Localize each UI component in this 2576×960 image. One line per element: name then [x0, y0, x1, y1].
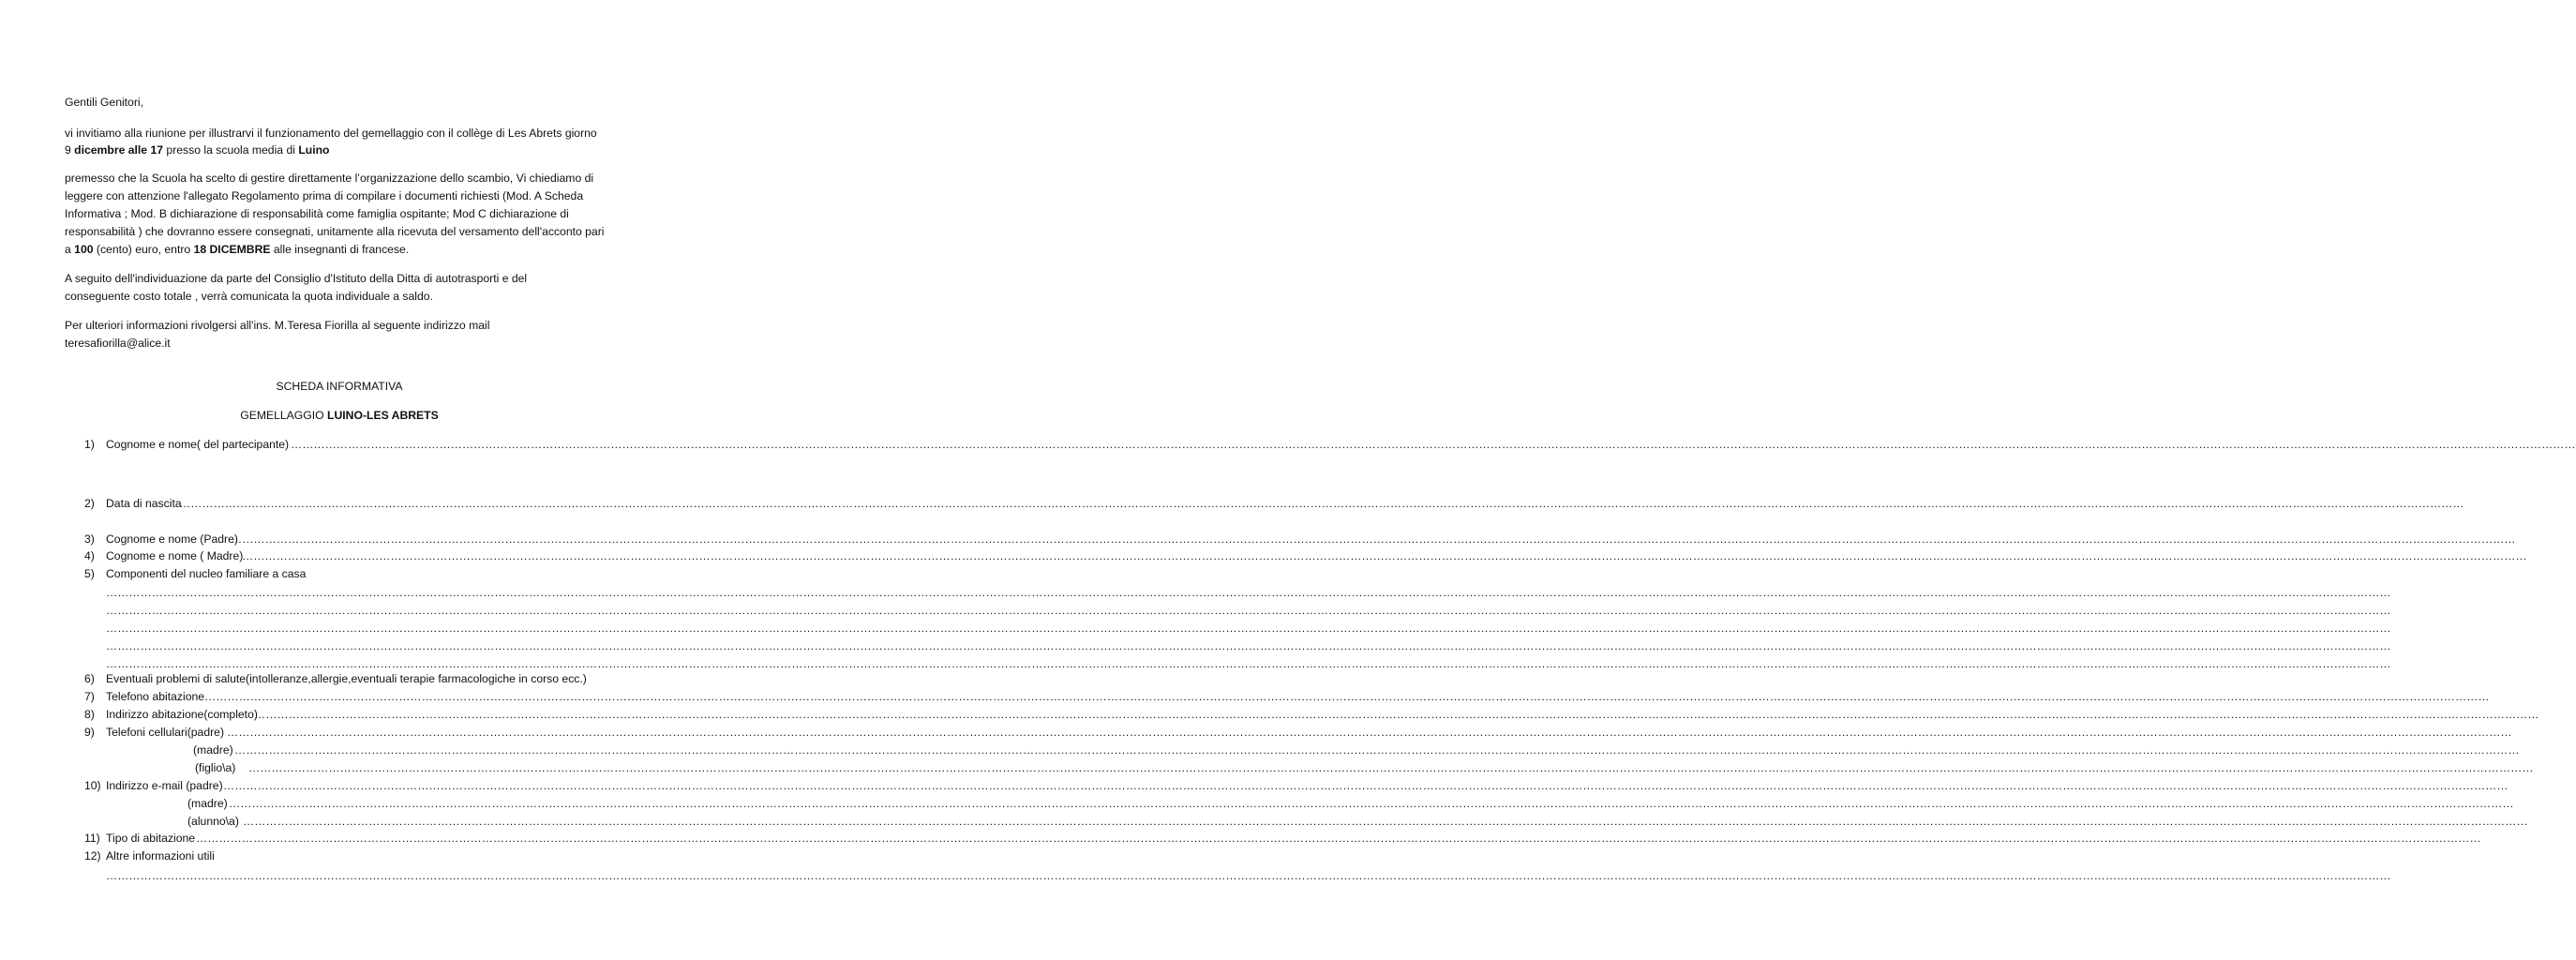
paragraph-2-line-3: Informativa ; Mod. B dichiarazione di responsabilità come famiglia ospitante; Mod C dichiarazione di	[65, 207, 569, 220]
item-label: Indirizzo abitazione(completo)	[106, 708, 258, 721]
fill-line[interactable]: ……………………………………………………………………………………………………………………………………………………………………………………………………………………………………………………………………………………………………………………………………………………………………………………………………………………………………………………………………………………………………………………………………………………	[229, 797, 2514, 810]
item-number: 6)	[84, 672, 95, 685]
item-label: Cognome e nome ( Madre)	[106, 549, 244, 562]
fill-line[interactable]: ……………………………………………………………………………………………………………………………………………………………………………………………………………………………………………………………………………………………………………………………………………………………………………………………………………………………………………………………………………………………………………………………………………………	[106, 657, 2391, 670]
form-subtitle: GEMELLAGGIO LUINO-LES ABRETS	[240, 409, 439, 422]
item-number: 10)	[84, 779, 101, 792]
sub-label-alunno: (alunno\a)	[187, 815, 239, 828]
fill-line[interactable]: ……………………………………………………………………………………………………………………………………………………………………………………………………………………………………………………………………………………………………………………………………………………………………………………………………………………………………………………………………………………………………………………………………………………	[106, 586, 2391, 599]
paragraph-4-line-1: Per ulteriori informazioni rivolgersi all'ins. M.Teresa Fiorilla al seguente indirizzo mail	[65, 319, 490, 332]
paragraph-1-line-2: 9 dicembre alle 17 presso la scuola media di Luino	[65, 143, 330, 157]
paragraph-3-line-2: conseguente costo totale , verrà comunicata la quota individuale a saldo.	[65, 290, 433, 303]
item-number: 1)	[84, 438, 95, 451]
item-label: Telefoni cellulari(padre)	[106, 726, 224, 739]
fill-line[interactable]: ……………………………………………………………………………………………………………………………………………………………………………………………………………………………………………………………………………………………………………………………………………………………………………………………………………………………………………………………………………………………………………………………………………………	[231, 532, 2516, 546]
fill-line[interactable]: ……………………………………………………………………………………………………………………………………………………………………………………………………………………………………………………………………………………………………………………………………………………………………………………………………………………………………………………………………………………………………………………………………………………	[106, 639, 2391, 652]
fill-line[interactable]: ……………………………………………………………………………………………………………………………………………………………………………………………………………………………………………………………………………………………………………………………………………………………………………………………………………………………………………………………………………………………………………………………………………………	[204, 690, 2490, 703]
item-label: Componenti del nucleo familiare a casa	[106, 567, 307, 580]
form-title: SCHEDA INFORMATIVA	[276, 380, 403, 393]
fill-line[interactable]: ……………………………………………………………………………………………………………………………………………………………………………………………………………………………………………………………………………………………………………………………………………………………………………………………………………………………………………………………………………………………………………………………………………………	[242, 549, 2527, 562]
item-label: Eventuali problemi di salute(intolleranze,allergie,eventuali terapie farmacologiche in corso ecc.)	[106, 672, 587, 685]
paragraph-2-line-4: responsabilità ) che dovranno essere consegnati, unitamente alla ricevuta del versamento dell'acconto pari	[65, 225, 605, 238]
fill-line[interactable]: ……………………………………………………………………………………………………………………………………………………………………………………………………………………………………………………………………………………………………………………………………………………………………………………………………………………………………………………………………………………………………………………………………………………	[227, 726, 2512, 739]
item-label: Telefono abitazione	[106, 690, 205, 703]
greeting: Gentili Genitori,	[65, 96, 143, 109]
item-number: 5)	[84, 567, 95, 580]
item-number: 2)	[84, 497, 95, 510]
item-number: 11)	[84, 832, 100, 845]
sub-label-madre: (madre)	[193, 743, 233, 757]
fill-line[interactable]: ……………………………………………………………………………………………………………………………………………………………………………………………………………………………………………………………………………………………………………………………………………………………………………………………………………………………………………………………………………………………………………………………………………………	[179, 497, 2464, 510]
item-label: Data di nascita	[106, 497, 182, 510]
fill-line[interactable]: ……………………………………………………………………………………………………………………………………………………………………………………………………………………………………………………………………………………………………………………………………………………………………………………………………………………………………………………………………………………………………………………………………………………	[243, 815, 2528, 828]
item-number: 12)	[84, 849, 101, 862]
paragraph-3-line-1: A seguito dell'individuazione da parte del Consiglio d'Istituto della Ditta di autotrasporti e del	[65, 272, 528, 285]
item-label: Cognome e nome( del partecipante)	[106, 438, 290, 451]
paragraph-2-line-5: a 100 (cento) euro, entro 18 DICEMBRE alle insegnanti di francese.	[65, 243, 410, 256]
sub-label-figlio: (figlio\a)	[195, 761, 236, 774]
paragraph-2-line-1: premesso che la Scuola ha scelto di gestire direttamente l’organizzazione dello scambio, Vi chiediamo di	[65, 172, 594, 185]
fill-line[interactable]: ……………………………………………………………………………………………………………………………………………………………………………………………………………………………………………………………………………………………………………………………………………………………………………………………………………………………………………………………………………………………………………………………………………………	[234, 743, 2520, 757]
fill-line[interactable]: ……………………………………………………………………………………………………………………………………………………………………………………………………………………………………………………………………………………………………………………………………………………………………………………………………………………………………………………………………………………………………………………………………………………	[196, 832, 2481, 845]
item-label: Indirizzo e-mail (padre)	[106, 779, 223, 792]
contact-email: teresafiorilla@alice.it	[65, 337, 171, 350]
fill-line[interactable]: ……………………………………………………………………………………………………………………………………………………………………………………………………………………………………………………………………………………………………………………………………………………………………………………………………………………………………………………………………………………………………………………………………………………	[106, 869, 2391, 882]
fill-line[interactable]: ……………………………………………………………………………………………………………………………………………………………………………………………………………………………………………………………………………………………………………………………………………………………………………………………………………………………………………………………………………………………………………………………………………………	[254, 708, 2539, 721]
item-label: Tipo di abitazione	[106, 832, 196, 845]
fill-line[interactable]: ……………………………………………………………………………………………………………………………………………………………………………………………………………………………………………………………………………………………………………………………………………………………………………………………………………………………………………………………………………………………………………………………………………………	[106, 604, 2391, 617]
item-number: 4)	[84, 549, 95, 562]
paragraph-1-line-1: vi invitiamo alla riunione per illustrarvi il funzionamento del gemellaggio con il collège di Les Abrets giorno	[65, 127, 597, 140]
paragraph-2-line-2: leggere con attenzione l'allegato Regolamento prima di compilare i documenti richiesti (Mod. A Scheda	[65, 189, 584, 202]
fill-line[interactable]: ……………………………………………………………………………………………………………………………………………………………………………………………………………………………………………………………………………………………………………………………………………………………………………………………………………………………………………………………………………………………………………………………………………………	[248, 761, 2534, 774]
item-number: 8)	[84, 708, 95, 721]
fill-line[interactable]: ……………………………………………………………………………………………………………………………………………………………………………………………………………………………………………………………………………………………………………………………………………………………………………………………………………………………………………………………………………………………………………………………………………………	[106, 622, 2391, 635]
fill-line[interactable]: ……………………………………………………………………………………………………………………………………………………………………………………………………………………………………………………………………………………………………………………………………………………………………………………………………………………………………………………………………………………………………………………………………………………	[291, 438, 2576, 451]
item-number: 7)	[84, 690, 95, 703]
item-label: Altre informazioni utili	[106, 849, 215, 862]
item-number: 9)	[84, 726, 95, 739]
item-number: 3)	[84, 532, 95, 546]
item-label: Cognome e nome (Padre)	[106, 532, 238, 546]
fill-line[interactable]: ……………………………………………………………………………………………………………………………………………………………………………………………………………………………………………………………………………………………………………………………………………………………………………………………………………………………………………………………………………………………………………………………………………………	[223, 779, 2509, 792]
sub-label-madre: (madre)	[187, 797, 228, 810]
